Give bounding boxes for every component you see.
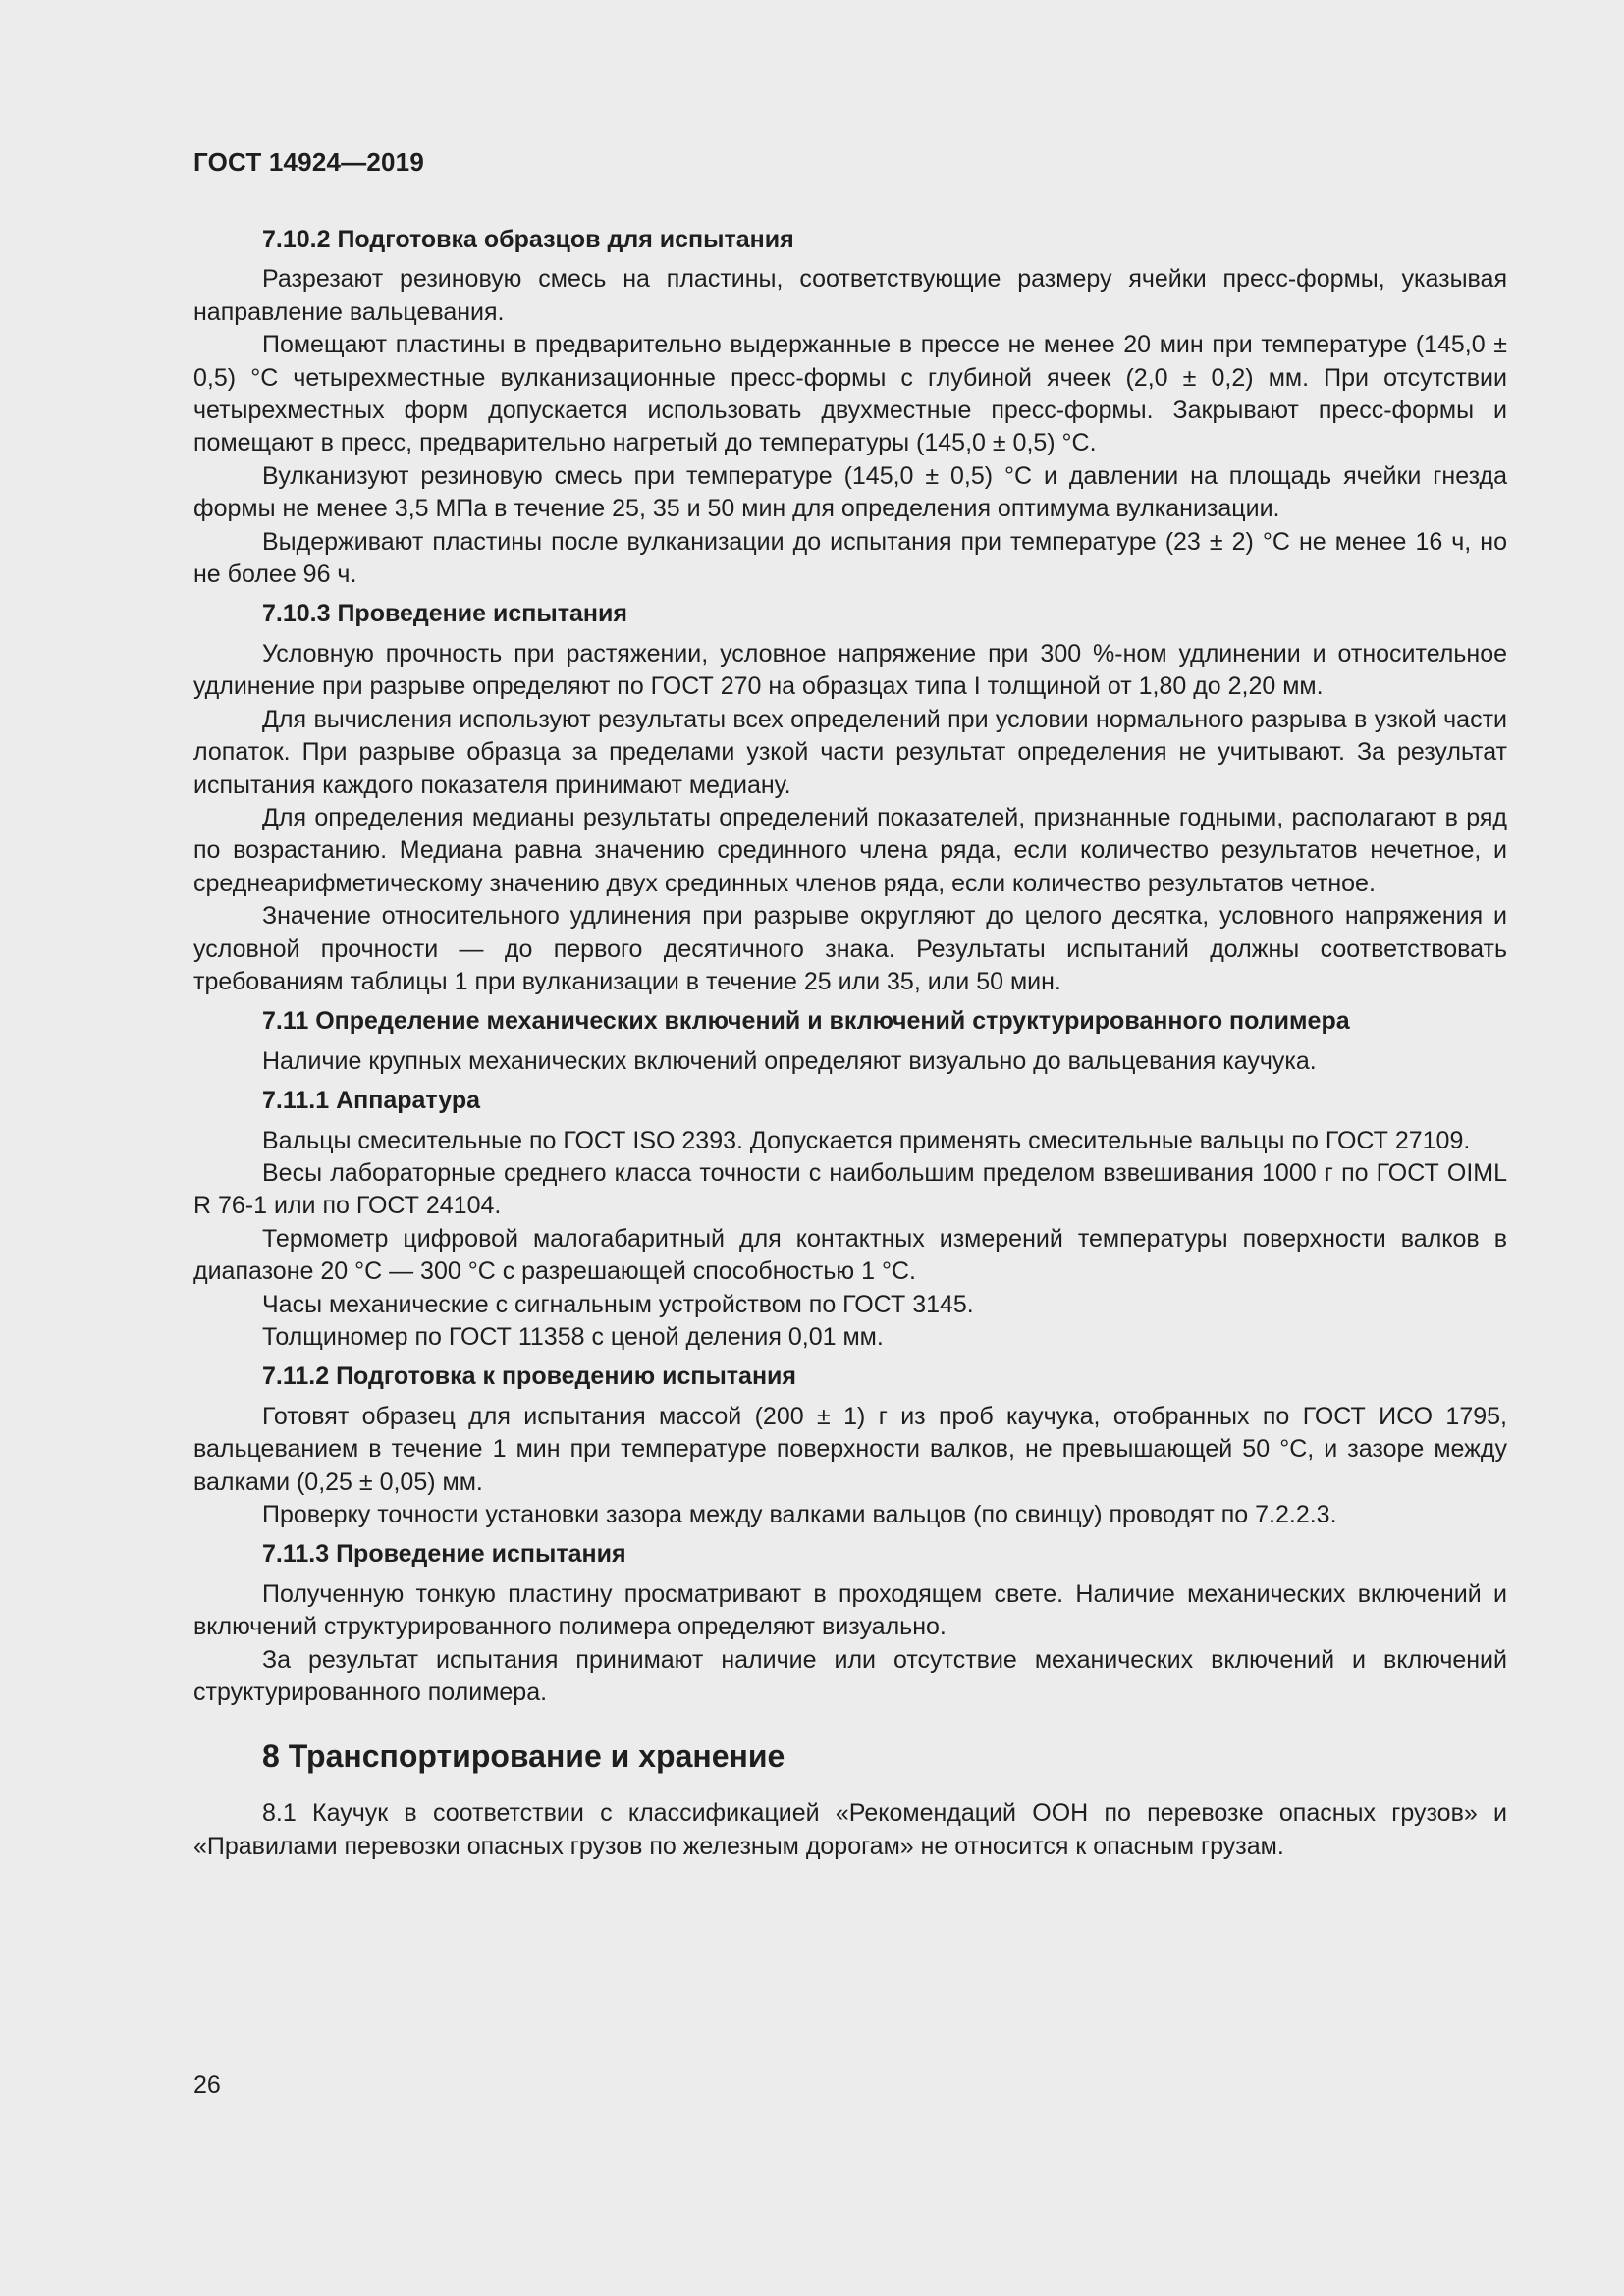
paragraph: Весы лабораторные среднего класса точности с наибольшим пределом взвешивания 1000 г по ГОСТ OIML R 76-1 или по ГОСТ 24104.	[193, 1158, 1507, 1220]
paragraph: Термометр цифровой малогабаритный для контактных измерений температуры поверхности валков в диапазоне 20 °С — 300 °С с разрешающей способностью 1 °С.	[193, 1224, 1507, 1286]
paragraph: Выдерживают пластины после вулканизации до испытания при температуре (23 ± 2) °С не менее 16 ч, но не более 96 ч.	[193, 527, 1507, 589]
subsection-heading: 7.11.3 Проведение испытания	[262, 1540, 626, 1569]
subsection-heading: 7.11.2 Подготовка к проведению испытания	[262, 1362, 797, 1391]
paragraph: Вальцы смесительные по ГОСТ ISO 2393. Допускается применять смесительные вальцы по ГОСТ 27109.	[262, 1126, 1471, 1154]
subsection-heading: 7.11.1 Аппаратура	[262, 1087, 481, 1115]
subsection-heading: 7.10.3 Проведение испытания	[262, 600, 627, 628]
paragraph: Для вычисления используют результаты всех определений при условии нормального разрыва в узкой части лопаток. При разрыве образца за пределами узкой части результат определения не учитывают. За результат испытания каждого показателя принимают медиану.	[193, 705, 1507, 799]
document-body	[193, 224, 1507, 1863]
paragraph: Для определения медианы результаты определений показателей, признанные годными, располагают в ряд по возрастанию. Медиана равна значению срединного члена ряда, если количество результатов нечетное, и среднеарифметическому значению двух срединных членов ряда, если количество результатов четное.	[193, 803, 1507, 897]
paragraph: Проверку точности установки зазора между валками вальцов (по свинцу) проводят по 7.2.2.3.	[262, 1501, 1337, 1529]
paragraph: Полученную тонкую пластину просматривают в проходящем свете. Наличие механических включений и включений структурированного полимера определяют визуально.	[193, 1579, 1507, 1641]
paragraph: Наличие крупных механических включений определяют визуально до вальцевания каучука.	[262, 1046, 1317, 1075]
paragraph: Толщиномер по ГОСТ 11358 с ценой деления 0,01 мм.	[262, 1323, 884, 1351]
paragraph: За результат испытания принимают наличие или отсутствие механических включений и включений структурированного полимера.	[193, 1645, 1507, 1707]
paragraph: Готовят образец для испытания массой (200 ± 1) г из проб каучука, отобранных по ГОСТ ИСО 1795, вальцеванием в течение 1 мин при температуре поверхности валков, не превышающей 50 °С, и зазоре между валками (0,25 ± 0,05) мм.	[193, 1402, 1507, 1496]
paragraph: Вулканизуют резиновую смесь при температуре (145,0 ± 0,5) °С и давлении на площадь ячейки гнезда формы не менее 3,5 МПа в течение 25, 35 и 50 мин для определения оптимума вулканизации.	[193, 461, 1507, 523]
paragraph: 8.1 Каучук в соответствии с классификацией «Рекомендаций ООН по перевозке опасных грузов» и «Правилами перевозки опасных грузов по железным дорогам» не относится к опасным грузам.	[193, 1799, 1507, 1860]
subsection-heading: 7.11 Определение механических включений и включений структурированного полимера	[262, 1007, 1350, 1036]
section-heading: 8 Транспортирование и хранение	[262, 1738, 785, 1775]
page-number: 26	[193, 2071, 221, 2099]
document-header: ГОСТ 14924—2019	[193, 147, 424, 177]
paragraph: Часы механические с сигнальным устройством по ГОСТ 3145.	[262, 1290, 974, 1318]
subsection-heading: 7.10.2 Подготовка образцов для испытания	[262, 226, 794, 253]
paragraph: Разрезают резиновую смесь на пластины, соответствующие размеру ячейки пресс-формы, указывая направление вальцевания.	[193, 265, 1507, 326]
paragraph: Помещают пластины в предварительно выдержанные в прессе не менее 20 мин при температуре (145,0 ± 0,5) °С четырехместные вулканизационные пресс-формы с глубиной ячеек (2,0 ± 0,2) мм. При отсутствии четырехместных форм допускается использовать двухместные пресс-формы. Закрывают пресс-формы и помещают в пресс, предварительно нагретый до температуры (145,0 ± 0,5) °С.	[193, 331, 1507, 457]
paragraph: Условную прочность при растяжении, условное напряжение при 300 %-ном удлинении и относительное удлинение при разрыве определяют по ГОСТ 270 на образцах типа I толщиной от 1,80 до 2,20 мм.	[193, 639, 1507, 701]
paragraph: Значение относительного удлинения при разрыве округляют до целого десятка, условного напряжения и условной прочности — до первого десятичного знака. Результаты испытаний должны соответствовать требованиям таблицы 1 при вулканизации в течение 25 или 35, или 50 мин.	[193, 902, 1507, 995]
